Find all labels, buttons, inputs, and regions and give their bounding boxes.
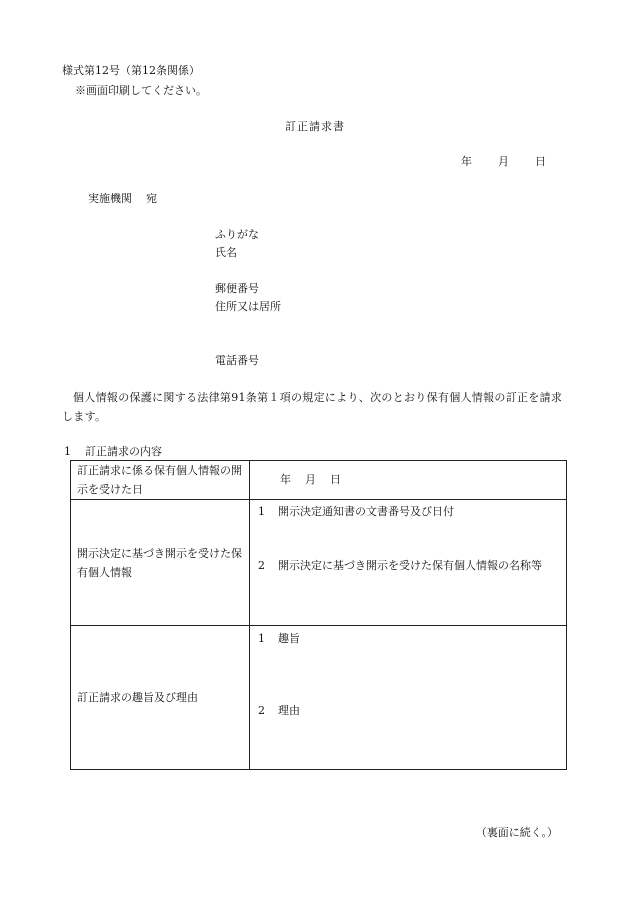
disclosure-date-field[interactable] — [250, 461, 567, 500]
row-year-label: 年 — [280, 473, 291, 486]
item-text: 開示決定通知書の文書番号及び日付 — [278, 505, 454, 518]
disclosed-info-field[interactable] — [250, 500, 567, 626]
continued-note: （裏面に続く。） — [475, 826, 558, 839]
row-month-label: 月 — [305, 473, 316, 486]
date-line — [461, 155, 546, 168]
recipient — [88, 192, 157, 205]
body-paragraph: 個人情報の保護に関する法律第91条第１項の規定により、次のとおり保有個人情報の訂正を請求します。 — [62, 391, 563, 423]
disclosed-info-label: 開示決定に基づき開示を受けた保有個人情報 — [71, 500, 250, 626]
phone-label: 電話番号 — [215, 354, 259, 367]
item-number: 1 — [258, 632, 265, 645]
item-text: 開示決定に基づき開示を受けた保有個人情報の名称等 — [278, 559, 542, 572]
postal-code-label: 郵便番号 — [215, 282, 259, 295]
recipient-suffix: 宛 — [146, 192, 157, 205]
item-number: 2 — [258, 704, 265, 717]
row-day-label: 日 — [330, 473, 341, 486]
name-label: 氏名 — [215, 246, 237, 259]
item-number: 2 — [258, 559, 265, 572]
table-row — [71, 626, 567, 770]
table-row — [71, 500, 567, 626]
address-label: 住所又は居所 — [215, 300, 281, 313]
table-row — [71, 461, 567, 500]
section-number: 1 — [64, 445, 71, 458]
form-number: 様式第12号（第12条関係） — [62, 64, 200, 77]
recipient-org: 実施機関 — [88, 192, 132, 205]
day-label: 日 — [535, 155, 546, 168]
item-text: 趣旨 — [278, 632, 300, 645]
reason-item — [258, 704, 300, 717]
disclosed-info-item-1 — [258, 505, 454, 518]
purpose-item — [258, 632, 300, 645]
disclosed-info-item-2 — [258, 559, 542, 572]
month-label: 月 — [498, 155, 509, 168]
document-title: 訂正請求書 — [285, 120, 345, 133]
section-heading — [64, 445, 162, 458]
item-text: 理由 — [278, 704, 300, 717]
request-content-table — [70, 460, 567, 770]
purpose-reason-field[interactable] — [250, 626, 567, 770]
year-label: 年 — [461, 155, 472, 168]
disclosure-date-fields — [280, 473, 341, 486]
item-number: 1 — [258, 505, 265, 518]
print-note: ※画面印刷してください。 — [75, 84, 207, 97]
section-title: 訂正請求の内容 — [85, 445, 162, 458]
furigana-label: ふりがな — [215, 228, 259, 241]
disclosure-date-label: 訂正請求に係る保有個人情報の開示を受けた日 — [71, 461, 250, 500]
purpose-reason-label: 訂正請求の趣旨及び理由 — [71, 626, 250, 770]
